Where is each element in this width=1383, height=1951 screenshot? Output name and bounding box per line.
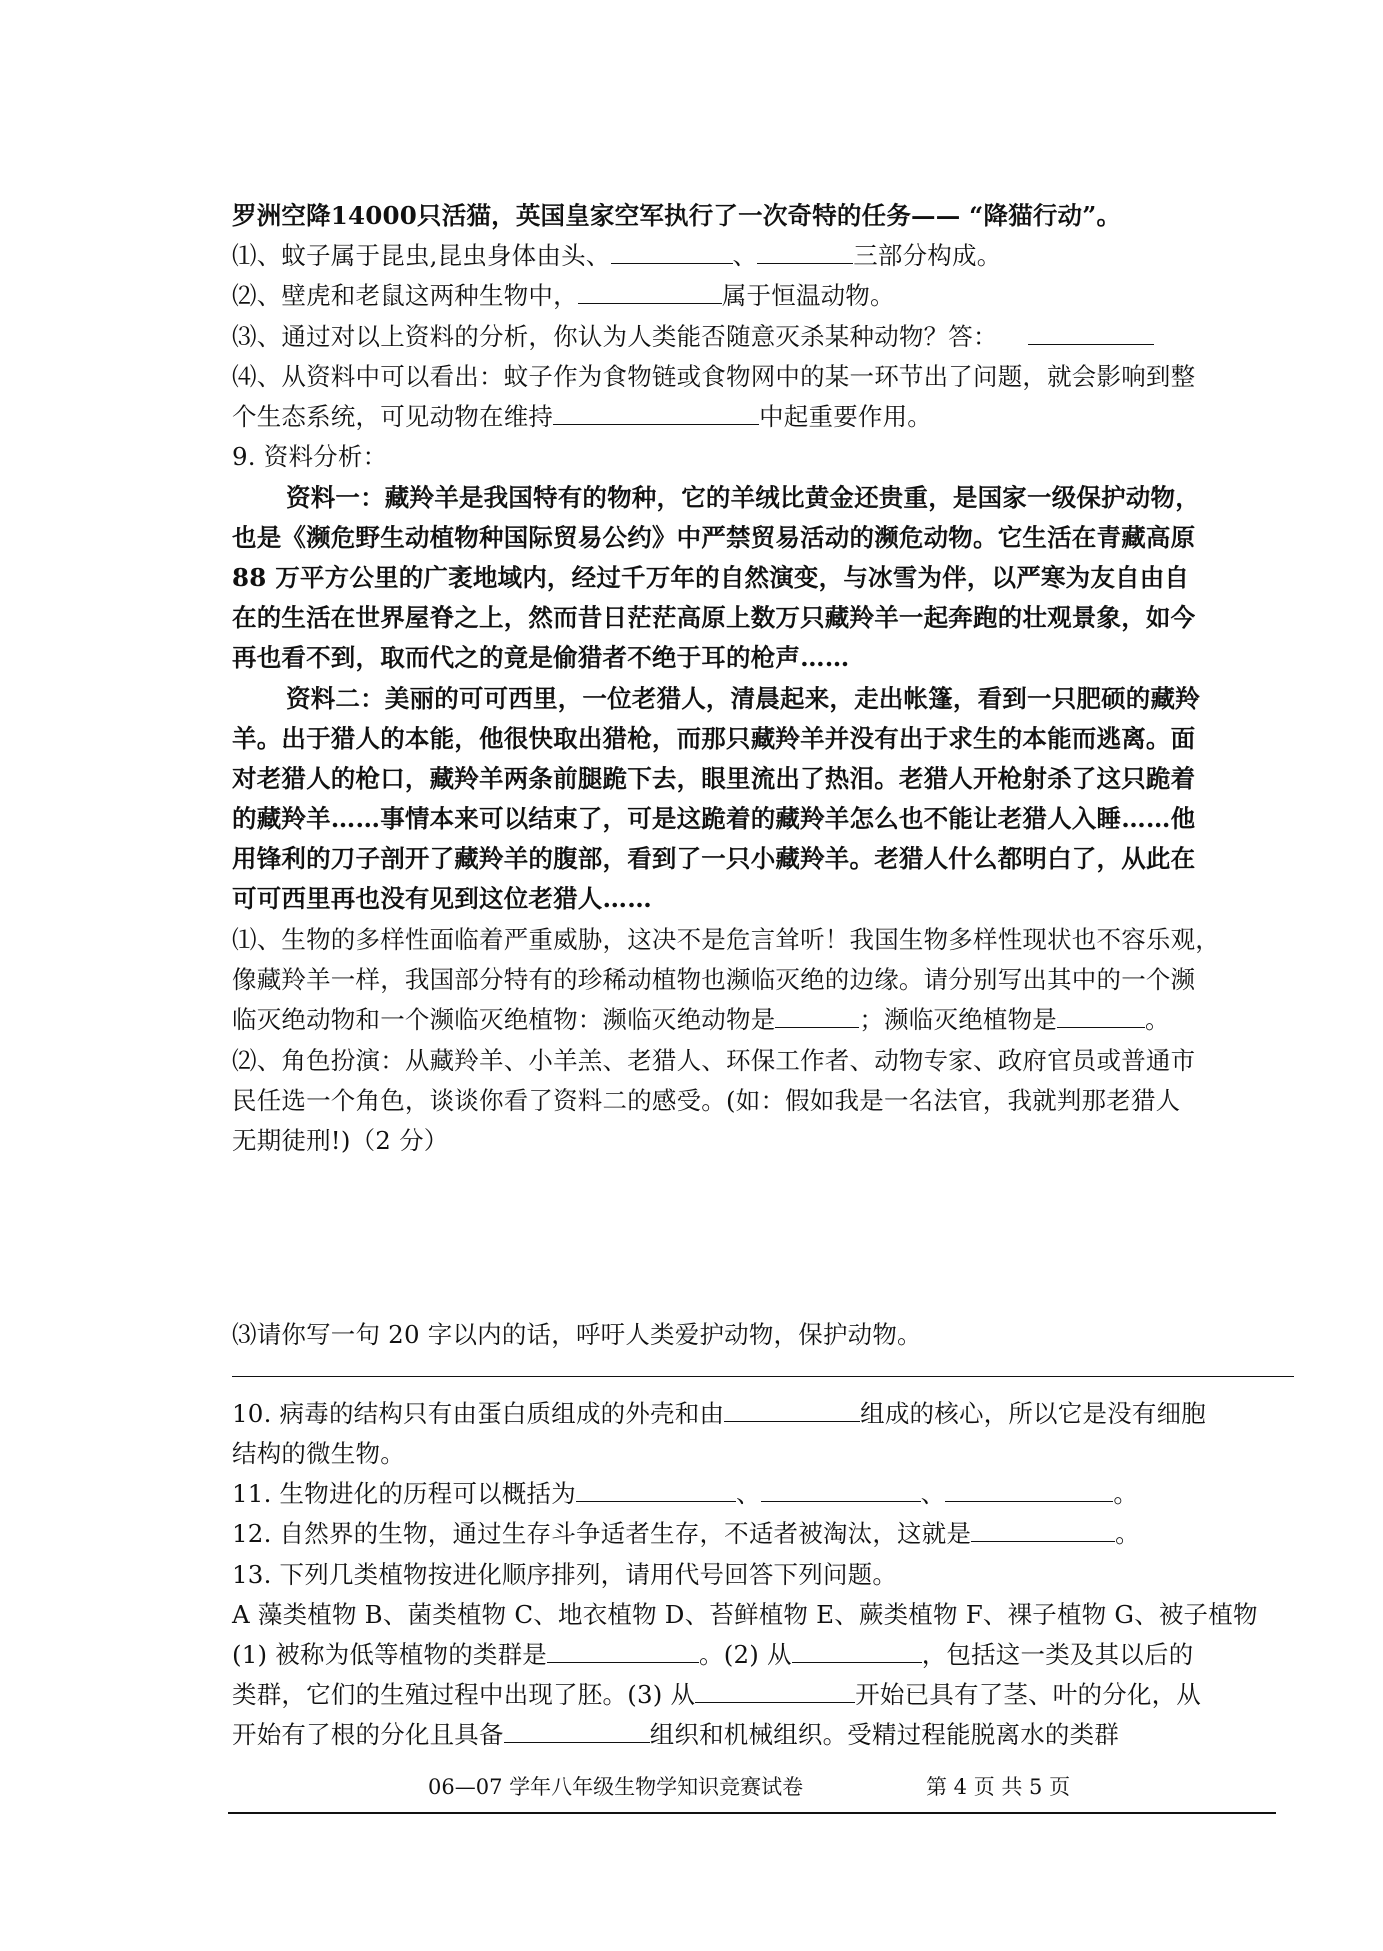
q13-line2 [232,1675,1201,1715]
blank-field[interactable] [775,1001,859,1028]
blank-field[interactable] [945,1475,1113,1502]
q8-sub4-line1 [232,357,1195,397]
q13-line1 [232,1635,1193,1675]
text: 个生态系统，可见动物在维持 [232,402,554,431]
text: 、 [732,241,758,270]
text: ⑴、蚊子属于昆虫,昆虫身体由头、 [232,241,611,270]
q9-sub1-line: ⑴、生物的多样性面临着严重威胁，这决不是危言耸听！我国生物多样性现状也不容乐观， [232,925,1220,954]
text: 类群，它们的生殖过程中出现了胚。(3) 从 [232,1680,696,1709]
text: 罗洲空降14000只活猫，英国皇家空军执行了一次奇特的任务—— “降猫行动”。 [232,201,1122,230]
text: 开始有了根的分化且具备 [232,1720,504,1749]
text: ⑷、从资料中可以看出：蚊子作为食物链或食物网中的某一环节出了问题，就会影响到整 [232,362,1196,391]
q8-sub3 [232,317,1154,357]
q9-sub2-line: 无期徒刑!)（2 分） [232,1126,449,1155]
blank-field[interactable] [1028,318,1154,345]
text: 属于恒温动物。 [721,281,895,310]
text: ⑵、壁虎和老鼠这两种生物中， [232,281,578,310]
blank-field[interactable] [792,1636,922,1663]
blank-field[interactable] [971,1515,1115,1542]
material2-line: 羊。出于猎人的本能，他很快取出猎枪，而那只藏羚羊并没有出于求生的本能而逃离。面 [232,724,1196,753]
text: 三部分构成。 [853,241,1002,270]
text: 9. 资料分析： [232,442,388,471]
q10-line2: 结构的微生物。 [232,1439,405,1468]
blank-field[interactable] [761,1475,921,1502]
material-end-line [232,196,1121,236]
answer-line[interactable] [232,1376,1294,1377]
material1-line: 在的生活在世界屋脊之上，然而昔日茫茫高原上数万只藏羚羊一起奔跑的壮观景象，如今 [232,603,1196,632]
q8-sub1 [232,236,1001,276]
text: 。 [1113,1479,1139,1508]
text: 组织和机械组织。受精过程能脱离水的类群 [649,1720,1120,1749]
q11 [232,1474,1138,1514]
text: ⑶、通过对以上资料的分析，你认为人类能否随意灭杀某种动物？答： [232,322,998,351]
material1-line: 也是《濒危野生动植物种国际贸易公约》中严禁贸易活动的濒危动物。它生活在青藏高原 [232,523,1196,552]
text: 中起重要作用。 [759,402,933,431]
text: 组成的核心，所以它是没有细胞 [860,1399,1206,1428]
text: (1) 被称为低等植物的类群是 [232,1640,547,1669]
blank-field[interactable] [576,1475,736,1502]
blank-field[interactable] [547,1636,699,1663]
text: 10. 病毒的结构只有由蛋白质组成的外壳和由 [232,1399,725,1428]
q13-title: 13. 下列几类植物按进化顺序排列，请用代号回答下列问题。 [232,1560,898,1589]
material2-line: 用锋利的刀子剖开了藏羚羊的腹部，看到了一只小藏羚羊。老猎人什么都明白了，从此在 [232,844,1196,873]
q13-line3 [232,1715,1119,1755]
blank-field[interactable] [1057,1001,1145,1028]
blank-field[interactable] [578,277,722,304]
blank-field[interactable] [757,237,853,264]
q13-options: A 藻类植物 B、菌类植物 C、地衣植物 D、苔鲜植物 E、蕨类植物 F、裸子植物 G、被子植物 [232,1600,1258,1629]
text: 11. 生物进化的历程可以概括为 [232,1479,576,1508]
text: 开始已具有了茎、叶的分化，从 [855,1680,1202,1709]
material2-line: 对老猎人的枪口，藏羚羊两条前腿跪下去，眼里流出了热泪。老猎人开枪射杀了这只跪着 [232,764,1196,793]
material1-line: 88 万平方公里的广袤地域内，经过千万年的自然演变，与冰雪为伴，以严寒为友自由自 [232,563,1190,592]
q9-title [232,437,387,477]
text: 。(2) 从 [699,1640,792,1669]
text: ，包括这一类及其以后的 [921,1640,1194,1669]
q10-line1 [232,1394,1206,1434]
blank-field[interactable] [611,237,733,264]
text: 临灭绝动物和一个濒临灭绝植物：濒临灭绝动物是 [232,1005,776,1034]
text: 12. 自然界的生物，通过生存斗争适者生存，不适者被淘汰，这就是 [232,1519,972,1548]
q8-sub4-line2 [232,397,932,437]
q8-sub2 [232,276,895,316]
blank-field[interactable] [724,1395,860,1422]
footer-rule [228,1812,1276,1814]
material1-line: 再也看不到，取而代之的竟是偷猎者不绝于耳的枪声…… [232,643,850,672]
q9-sub2-line: ⑵、角色扮演：从藏羚羊、小羊羔、老猎人、环保工作者、动物专家、政府官员或普通市 [232,1046,1196,1075]
q9-sub1-line [232,1000,1170,1040]
text: 。 [1145,1005,1170,1034]
blank-field[interactable] [504,1716,650,1743]
footer-page: 第 4 页 共 5 页 [926,1775,1071,1799]
material1-line: 资料一：藏羚羊是我国特有的物种，它的羊绒比黄金还贵重，是国家一级保护动物， [286,483,1200,512]
blank-field[interactable] [553,398,759,425]
blank-field[interactable] [695,1676,855,1703]
q12 [232,1514,1140,1554]
material2-line: 可可西里再也没有见到这位老猎人…… [232,884,652,913]
material2-line: 的藏羚羊……事情本来可以结束了，可是这跪着的藏羚羊怎么也不能让老猎人入睡……他 [232,804,1196,833]
text: 、 [735,1479,761,1508]
text: 、 [920,1479,946,1508]
material2-line: 资料二：美丽的可可西里，一位老猎人，清晨起来，走出帐篷，看到一只肥硕的藏羚 [286,684,1200,713]
text: 。 [1115,1519,1140,1548]
q9-sub1-line: 像藏羚羊一样，我国部分特有的珍稀动植物也濒临灭绝的边缘。请分别写出其中的一个濒 [232,965,1196,994]
footer-title: 06—07 学年八年级生物学知识竞赛试卷 [428,1775,804,1799]
q9-sub2-line: 民任选一个角色，谈谈你看了资料二的感受。(如：假如我是一名法官，我就判那老猎人 [232,1086,1181,1115]
text: ；濒临灭绝植物是 [859,1005,1058,1034]
q9-sub3: ⑶请你写一句 20 字以内的话，呼吁人类爱护动物，保护动物。 [232,1320,922,1349]
